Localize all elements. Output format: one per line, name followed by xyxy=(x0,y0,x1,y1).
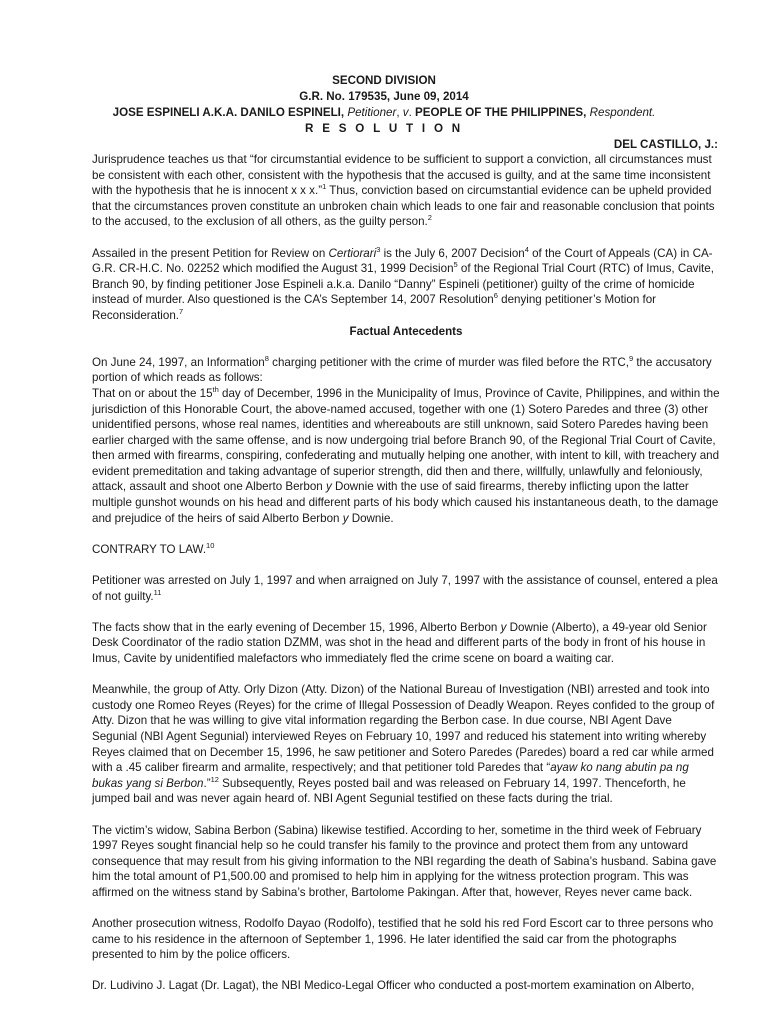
footnote-ref: 8 xyxy=(264,353,269,363)
text-run: of the Regional Trial Court (RTC) of Imus, Cavite, Branch 90, by finding petitioner Jose Espineli a.k.a. Danilo “Danny” Espineli (petitioner) guilty of the crime of homicide instead of murder. Also questioned is the CA’s September 14, 2007 Resolution xyxy=(92,262,714,307)
text-run: Petitioner was arrested on July 1, 1997 and when arraigned on July 7, 1997 with the assistance of counsel, entered a plea of not guilty. xyxy=(92,574,718,603)
paragraph-11: Dr. Ludivino J. Lagat (Dr. Lagat), the NBI Medico-Legal Officer who conducted a post-mortem examination on Alberto, xyxy=(92,979,695,993)
footnote-ref: 7 xyxy=(179,306,184,316)
italic-quote: ayaw ko nang abutin pa ng bukas yang si Berbon xyxy=(92,761,689,790)
footnote-ref: 1 xyxy=(322,182,327,192)
text-run: Downie with the use of said firearms, thereby inflicting upon the latter multiple gunshot wounds on his head and different parts of his body which caused his instantaneous death, to the damage and prejudice of the heirs of said Alberto Berbon xyxy=(92,480,719,525)
text-run: Jurisprudence teaches us that “for circumstantial evidence to be sufficient to support a conviction, all circumstances must be consistent with each other, consistent with the hypothesis that the accused is guilty, and at the same time inconsistent with the hypothesis that he is innocent x x x.” xyxy=(92,153,712,198)
footnote-ref: 2 xyxy=(427,213,432,223)
italic-term: y xyxy=(325,480,332,494)
text-run: That on or about the 15 xyxy=(92,386,213,400)
paragraph-4-information xyxy=(92,386,720,526)
case-number: G.R. No. 179535, June 09, 2014 xyxy=(299,90,469,103)
parties-separator: , xyxy=(396,106,403,119)
text-run: Subsequently, Reyes posted bail and was released on February 14, 1997. Thenceforth, he jumped bail and was never again heard of. NBI Agent Segunial testified on these facts during the trial. xyxy=(92,776,686,806)
petitioner-name: JOSE ESPINELI A.K.A. DANILO ESPINELI, xyxy=(112,106,348,119)
text-run: Downie. xyxy=(348,511,394,525)
text-run: Thus, conviction based on circumstantial evidence can be upheld provided that the circumstances proven constitute an unbroken chain which leads to one fair and reasonable conclusion that points to the accused, to the exclusion of all others, as the guilty person. xyxy=(92,184,715,229)
text-run: day of December, 1996 in the Municipality of Imus, Province of Cavite, Philippines, and within the jurisdiction of this Honorable Court, the above-named accused, together with one (1) Sotero Paredes and three (3) other unidentified persons, whose real names, identities and whereabouts are still unknown, said Sotero Paredes having been earlier charged with the same offense, and is now undergoing trial before Branch 90, of the Regional Trial Court of Cavite, then armed with firearms, conspiring, confederating and mutually helping one another, with intent to kill, with treachery and evident premeditation and taking advantage of superior strength, did then and there, willfully, unlawfully and feloniously, attack, assault and shoot one Alberto Berbon xyxy=(92,386,720,494)
paragraph-1 xyxy=(92,152,720,230)
section-heading-factual-antecedents: Factual Antecedents xyxy=(349,324,463,338)
resolution-title: R E S O L U T I O N xyxy=(305,122,463,135)
paragraph-8 xyxy=(92,682,720,807)
paragraph-10: Another prosecution witness, Rodolfo Dayao (Rodolfo), testified that he sold his red Ford Escort car to three persons who came to his residence in the afternoon of September 1, 1996. He later identified the said car from the photographs presented to him by the police officers. xyxy=(92,917,714,962)
text-run: Assailed in the present Petition for Review on xyxy=(92,246,329,260)
italic-term: Certiorari xyxy=(328,246,377,260)
text-run: charging petitioner with the crime of murder was filed before the RTC, xyxy=(268,355,629,369)
footnote-ref: 4 xyxy=(524,244,529,254)
versus: v xyxy=(402,106,409,119)
paragraph-6 xyxy=(92,573,720,604)
footnote-ref: 3 xyxy=(376,244,381,254)
paragraph-3 xyxy=(92,355,720,386)
parties-separator: . xyxy=(408,106,416,119)
petitioner-role: Petitioner xyxy=(347,106,397,119)
paragraph-7 xyxy=(92,620,720,667)
footnote-ref: 5 xyxy=(453,260,458,270)
text-run: On June 24, 1997, an Information xyxy=(92,355,265,369)
paragraph-5 xyxy=(92,542,720,558)
text-run: the accusatory portion of which reads as follows: xyxy=(92,355,712,385)
italic-term: y xyxy=(342,511,349,525)
division-heading: SECOND DIVISION xyxy=(332,74,436,87)
italic-term: y xyxy=(500,620,507,634)
respondent-name: PEOPLE OF THE PHILIPPINES, xyxy=(415,106,590,119)
paragraph-9: The victim’s widow, Sabina Berbon (Sabina) likewise testified. According to her, sometime in the third week of February 1997 Reyes sought financial help so he could transfer his family to the province and protect them from any untoward consequence that may result from his giving information to the NBI regarding the death of Sabina’s husband. Sabina gave him the total amount of P1,500.00 and promised to help him in applying for the witness protection program. This was affirmed on the witness stand by Sabina’s brother, Bartolome Pakingan. After that, however, Reyes never came back. xyxy=(92,823,717,899)
document-body xyxy=(92,152,720,994)
text-run: .” xyxy=(203,776,211,790)
text-run: Meanwhile, the group of Atty. Orly Dizon (Atty. Dizon) of the National Bureau of Investigation (NBI) arrested and took into custody one Romeo Reyes (Reyes) for the crime of Illegal Possession of Deadly Weapon. Reyes confided to the group of Atty. Dizon that he was willing to give vital information regarding the Berbon case. In due course, NBI Agent Dave Segunial (NBI Agent Segunial) interviewed Reyes on February 10, 1997 and reduced his statement into writing whereby Reyes claimed that on December 15, 1996, he saw petitioner and Sotero Paredes (Paredes) board a red car while armed with a .45 caliber firearm and armalite, respectively; and that petitioner told Paredes that “ xyxy=(92,683,715,775)
footnote-ref: 10 xyxy=(206,540,215,550)
text-run: Downie (Alberto), a 49-year old Senior Desk Coordinator of the radio station DZMM, was shot in the head and different parts of the body in front of his house in Imus, Cavite by unidentified malefactors who immediately fled the crime scene on board a waiting car. xyxy=(92,620,707,665)
text-run: denying petitioner’s Motion for Reconsideration. xyxy=(92,293,657,322)
text-run: of the Court of Appeals (CA) in CA-G.R. CR-H.C. No. 02252 which modified the August 31, 1999 Decision xyxy=(92,246,713,276)
footnote-ref: 9 xyxy=(628,353,634,363)
ponente: DEL CASTILLO, J.: xyxy=(613,138,718,151)
footnote-ref: 6 xyxy=(493,291,498,301)
ordinal-suffix: th xyxy=(212,384,219,394)
footnote-ref: 11 xyxy=(153,587,162,597)
text-run: CONTRARY TO LAW. xyxy=(92,542,207,556)
text-run: is the July 6, 2007 Decision xyxy=(380,246,525,260)
respondent-role: Respondent. xyxy=(589,106,656,119)
paragraph-2 xyxy=(92,246,720,324)
case-parties xyxy=(0,105,768,121)
text-run: The facts show that in the early evening of December 15, 1996, Alberto Berbon xyxy=(92,620,501,634)
footnote-ref: 12 xyxy=(210,774,219,784)
